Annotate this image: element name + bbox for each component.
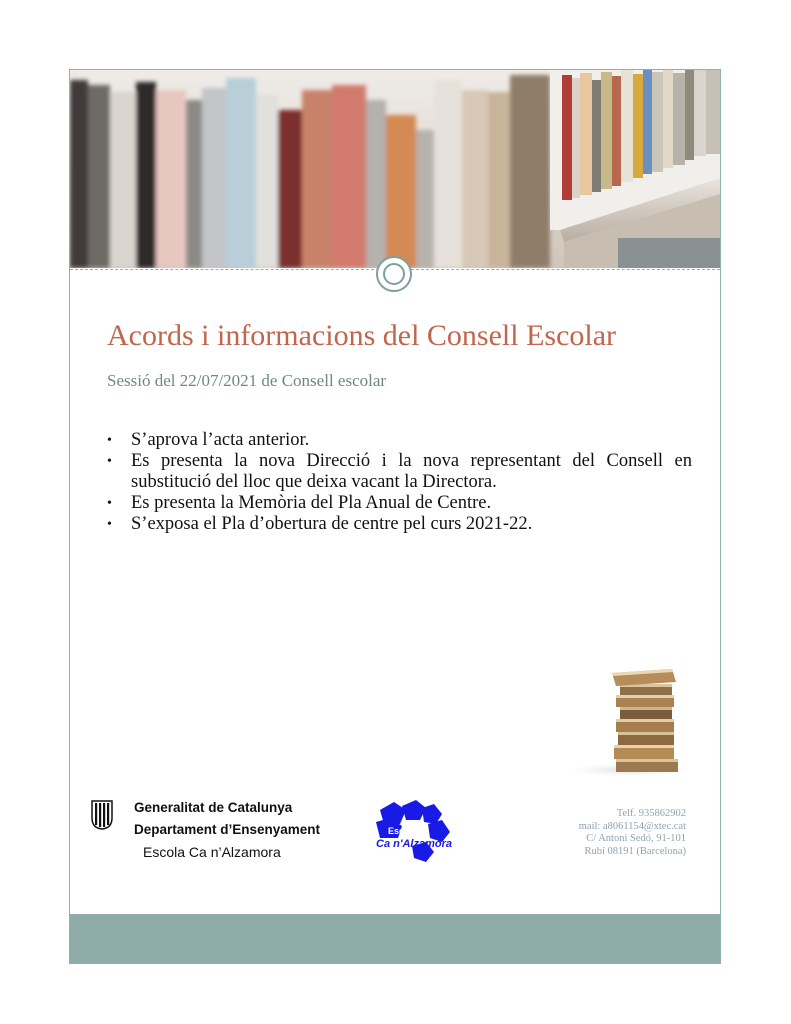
session-subtitle: Sessió del 22/07/2021 de Consell escolar — [107, 371, 387, 390]
contact-city: Rubí 08191 (Barcelona) — [584, 845, 686, 857]
contact-mail: mail: a8061154@xtec.cat — [578, 820, 686, 832]
contact-block — [579, 808, 686, 858]
institution-block — [134, 797, 320, 863]
institution-line-3: Escola Ca n’Alzamora — [143, 844, 281, 860]
list-item: • S’exposa el Pla d’obertura de centre pel curs 2021-22. — [107, 514, 692, 535]
contact-address: C/ Antoni Sedó, 91-101 — [586, 833, 686, 844]
institution-line-1: Generalitat de Catalunya — [134, 800, 293, 815]
logo-text-top: Escola — [388, 826, 418, 836]
agreements-list — [107, 430, 692, 535]
institution-line-2: Departament d’Ensenyament — [134, 822, 321, 837]
books-banner-image — [70, 70, 720, 268]
contact-phone: Telf. 935862902 — [616, 808, 686, 819]
page-title: Acords i informacions del Consell Escolar — [107, 319, 617, 352]
generalitat-crest-icon — [90, 800, 114, 835]
list-item: • Es presenta la nova Direcció i la nova representant del Consell en substitució del lloc que deixa vacant la Directora. — [107, 451, 692, 493]
book-stack-image — [490, 655, 690, 785]
footer-band — [70, 914, 720, 963]
list-item: • S’aprova l’acta anterior. — [107, 430, 692, 451]
logo-text-bottom: Ca n'Alzamora — [376, 838, 452, 850]
document-page — [69, 69, 721, 964]
list-item: • Es presenta la Memòria del Pla Anual de Centre. — [107, 493, 692, 514]
school-logo — [372, 800, 462, 866]
ring-icon — [376, 256, 412, 292]
